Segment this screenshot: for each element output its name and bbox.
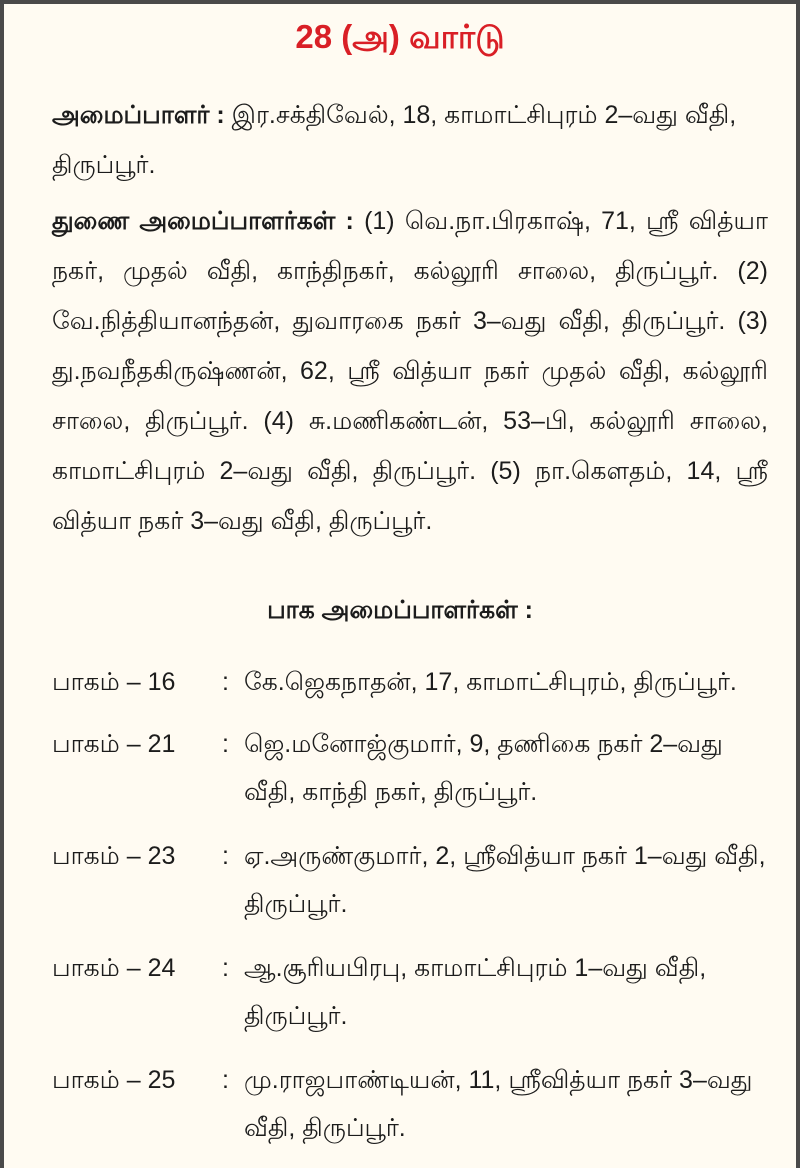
part-label: பாகம் – 25: [52, 1066, 176, 1094]
part-address: கே.ஜெகநாதன், 17, காமாட்சிபுரம், திருப்பூர்.: [244, 668, 737, 696]
part-colon: :: [222, 668, 229, 696]
ward-title: 28 (அ) வார்டு: [295, 18, 505, 55]
part-label: பாகம் – 23: [52, 842, 176, 870]
part-colon: :: [222, 842, 229, 870]
part-colon: :: [222, 730, 229, 758]
part-colon: :: [222, 1066, 229, 1094]
part-address: ஆ.சூரியபிரபு, காமாட்சிபுரம் 1–வது வீதி, திருப்பூர்.: [244, 954, 707, 1030]
deputy-text: (1) வெ.நா.பிரகாஷ், 71, ஸ்ரீ வித்யா நகர், முதல் வீதி, காந்திநகர், கல்லூரி சாலை, திருப்பூர். (2) வே.நித்தியானந்தன், துவாரகை நகர் 3–வது வீதி, திருப்பூர். (3) து.நவநீதகிருஷ்ணன், 62, ஸ்ரீ வித்யா நகர் முதல் வீதி, கல்லூரி சாலை, திருப்பூர். (4) சு.மணிகண்டன், 53–பி, கல்லூரி சாலை, காமாட்சிபுரம் 2–வது வீதி, திருப்பூர். (5) நா.கௌதம், 14, ஸ்ரீ வித்யா நகர் 3–வது வீதி, திருப்பூர்.: [52, 207, 768, 535]
deputy-label: துணை அமைப்பாளர்கள் :: [52, 207, 354, 235]
part-colon: :: [222, 954, 229, 982]
organiser-paragraph: [52, 90, 768, 190]
part-address: ஏ.அருண்குமார், 2, ஸ்ரீவித்யா நகர் 1–வது வீதி, திருப்பூர்.: [244, 842, 766, 918]
deputy-paragraph: [52, 196, 768, 546]
part-address: ஜெ.மனோஜ்குமார், 9, தணிகை நகர் 2–வது வீதி, காந்தி நகர், திருப்பூர்.: [244, 730, 723, 806]
part-address: மு.ராஜபாண்டியன், 11, ஸ்ரீவித்யா நகர் 3–வது வீதி, திருப்பூர்.: [244, 1066, 753, 1142]
organiser-text: இர.சக்திவேல், 18, காமாட்சிபுரம் 2–வது வீதி, திருப்பூர்.: [52, 101, 737, 179]
part-label: பாகம் – 24: [52, 954, 176, 982]
organiser-label: அமைப்பாளர் :: [52, 101, 225, 129]
section-heading: பாக அமைப்பாளர்கள் :: [267, 596, 533, 624]
part-label: பாகம் – 21: [52, 730, 176, 758]
part-label: பாகம் – 16: [52, 668, 176, 696]
